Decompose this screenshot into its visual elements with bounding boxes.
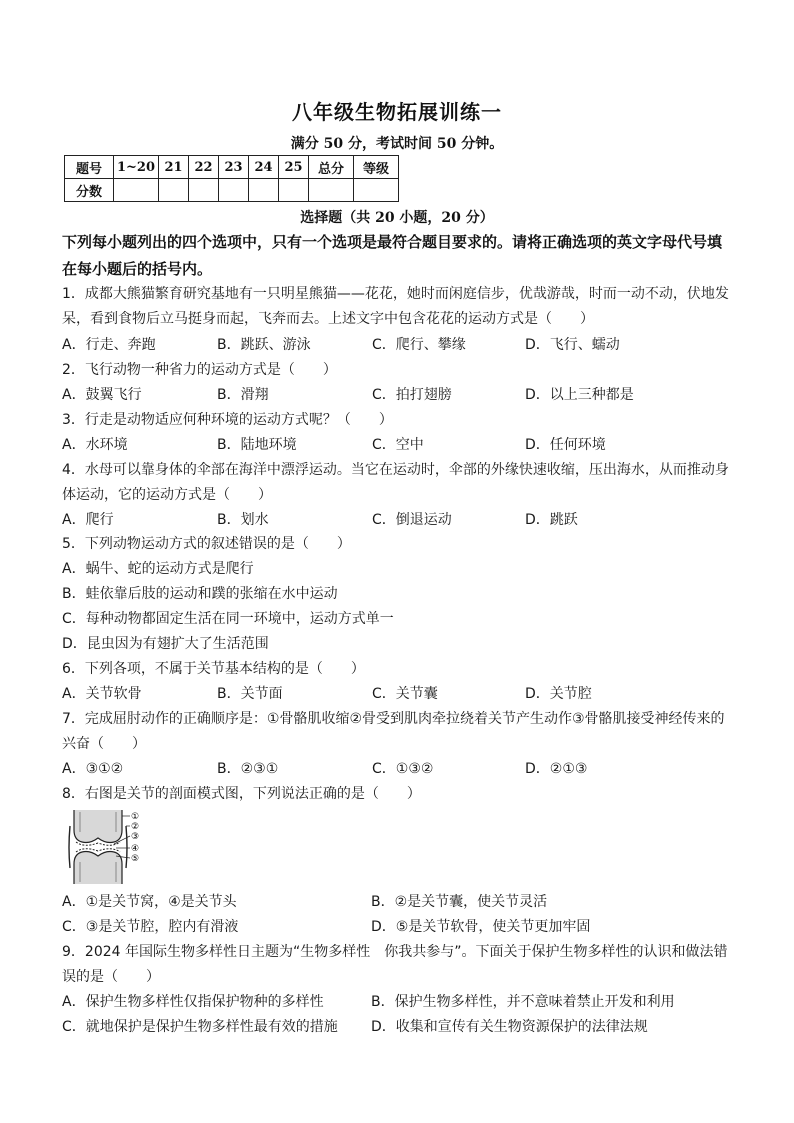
score-input-cell[interactable] xyxy=(159,179,189,202)
q2-option-b[interactable]: B．滑翔 xyxy=(217,387,269,403)
figure-label-3: ③ xyxy=(131,832,140,842)
lower-bone xyxy=(74,852,122,885)
score-cell: 题号 xyxy=(65,156,114,179)
score-input-cell[interactable] xyxy=(219,179,249,202)
question-4-line-2: 体运动，它的运动方式是（ ） xyxy=(62,487,272,503)
question-9-line-1: 9．2024 年国际生物多样性日主题为“生物多样性 你我共参与”。下面关于保护生物多样性的认识和做法错 xyxy=(62,944,728,960)
score-table-header-row xyxy=(65,156,399,179)
question-6-line-1: 6．下列各项，不属于关节基本结构的是（ ） xyxy=(62,661,365,677)
q4-option-d[interactable]: D．跳跃 xyxy=(525,512,578,528)
q3-option-b[interactable]: B．陆地环境 xyxy=(217,437,297,453)
q5-option-d[interactable]: D．昆虫因为有翅扩大了生活范围 xyxy=(62,636,269,652)
q9-option-c[interactable]: C．就地保护是保护生物多样性最有效的措施 xyxy=(62,1019,338,1035)
q7-option-c[interactable]: C．①③② xyxy=(372,761,434,777)
q5-option-b[interactable]: B．蛙依靠后肢的运动和蹼的张缩在水中运动 xyxy=(62,586,338,602)
q7-option-b[interactable]: B．②③① xyxy=(217,761,279,777)
page-title: 八年级生物拓展训练一 xyxy=(292,100,502,124)
score-input-cell[interactable] xyxy=(279,179,309,202)
q6-option-d[interactable]: D．关节腔 xyxy=(525,686,592,702)
figure-label-5: ⑤ xyxy=(131,854,140,864)
question-1-line-1: 1．成都大熊猫繁育研究基地有一只明星熊猫——花花，她时而闲庭信步，优哉游哉，时而一动不动，伏地发 xyxy=(62,286,729,302)
score-input-cell[interactable] xyxy=(249,179,279,202)
score-cell: 22 xyxy=(189,156,219,179)
score-table xyxy=(64,155,399,202)
q3-option-c[interactable]: C．空中 xyxy=(372,437,424,453)
score-input-cell[interactable] xyxy=(114,179,159,202)
score-cell: 23 xyxy=(219,156,249,179)
exam-info: 满分 50 分，考试时间 50 分钟。 xyxy=(290,136,504,152)
q2-option-d[interactable]: D．以上三种都是 xyxy=(525,387,634,403)
q1-option-b[interactable]: B．跳跃、游泳 xyxy=(217,337,311,353)
q3-option-d[interactable]: D．任何环境 xyxy=(525,437,606,453)
score-input-cell[interactable] xyxy=(354,179,399,202)
q4-option-a[interactable]: A．爬行 xyxy=(62,512,114,528)
section-title: 选择题（共 20 小题，20 分） xyxy=(300,210,494,226)
q6-option-b[interactable]: B．关节面 xyxy=(217,686,283,702)
q4-option-b[interactable]: B．划水 xyxy=(217,512,269,528)
figure-label-1: ① xyxy=(131,812,140,822)
q1-option-c[interactable]: C．爬行、攀缘 xyxy=(372,337,466,353)
question-2-line-1: 2．飞行动物一种省力的运动方式是（ ） xyxy=(62,362,337,378)
joint-diagram xyxy=(64,808,140,886)
q6-option-a[interactable]: A．关节软骨 xyxy=(62,686,142,702)
instructions: 下列每小题列出的四个选项中，只有一个选项是最符合题目要求的。请将正确选项的英文字母代号填在每小题后的括号内。 xyxy=(62,233,723,278)
score-cell: 1~20 xyxy=(114,156,159,179)
score-cell: 25 xyxy=(279,156,309,179)
q8-option-c[interactable]: C．③是关节腔，腔内有滑液 xyxy=(62,919,239,935)
question-1-line-2: 呆，看到食物后立马挺身而起，飞奔而去。上述文字中包含花花的运动方式是（ ） xyxy=(62,311,594,327)
figure-label-4: ④ xyxy=(131,844,140,854)
question-7-line-2: 兴奋（ ） xyxy=(62,736,146,752)
question-9-line-2: 误的是（ ） xyxy=(62,969,160,985)
q6-option-c[interactable]: C．关节囊 xyxy=(372,686,438,702)
q7-option-a[interactable]: A．③①② xyxy=(62,761,124,777)
question-7-line-1: 7．完成屈肘动作的正确顺序是：①骨骼肌收缩②骨受到肌肉牵拉绕着关节产生动作③骨骼肌接受神经传来的 xyxy=(62,711,725,727)
score-input-cell[interactable] xyxy=(309,179,354,202)
q8-option-d[interactable]: D．⑤是关节软骨，使关节更加牢固 xyxy=(371,919,591,935)
question-5-line-1: 5．下列动物运动方式的叙述错误的是（ ） xyxy=(62,536,351,552)
score-cell: 21 xyxy=(159,156,189,179)
q5-option-a[interactable]: A．蜗牛、蛇的运动方式是爬行 xyxy=(62,561,254,577)
q8-option-a[interactable]: A．①是关节窝，④是关节头 xyxy=(62,894,237,910)
q3-option-a[interactable]: A．水环境 xyxy=(62,437,128,453)
q8-option-b[interactable]: B．②是关节囊，使关节灵活 xyxy=(371,894,548,910)
score-cell: 总分 xyxy=(309,156,354,179)
question-8-line-1: 8．右图是关节的剖面模式图，下列说法正确的是（ ） xyxy=(62,786,421,802)
q9-option-b[interactable]: B．保护生物多样性，并不意味着禁止开发和利用 xyxy=(371,994,675,1010)
score-row-label: 分数 xyxy=(65,179,114,202)
q1-option-d[interactable]: D．飞行、蠕动 xyxy=(525,337,620,353)
q4-option-c[interactable]: C．倒退运动 xyxy=(372,512,452,528)
q2-option-c[interactable]: C．拍打翅膀 xyxy=(372,387,452,403)
score-cell: 等级 xyxy=(354,156,399,179)
score-cell: 24 xyxy=(249,156,279,179)
q9-option-d[interactable]: D．收集和宣传有关生物资源保护的法律法规 xyxy=(371,1019,648,1035)
question-4-line-1: 4．水母可以靠身体的伞部在海洋中漂浮运动。当它在运动时，伞部的外缘快速收缩，压出海水，从而推动身 xyxy=(62,462,729,478)
score-table-row xyxy=(65,179,399,202)
q9-option-a[interactable]: A．保护生物多样性仅指保护物种的多样性 xyxy=(62,994,324,1010)
score-input-cell[interactable] xyxy=(189,179,219,202)
q5-option-c[interactable]: C．每种动物都固定生活在同一环境中，运动方式单一 xyxy=(62,611,394,627)
upper-bone xyxy=(74,810,122,843)
q1-option-a[interactable]: A．行走、奔跑 xyxy=(62,337,156,353)
question-3-line-1: 3．行走是动物适应何种环境的运动方式呢？（ ） xyxy=(62,412,393,428)
figure-label-2: ② xyxy=(131,822,140,832)
q2-option-a[interactable]: A．鼓翼飞行 xyxy=(62,387,142,403)
q7-option-d[interactable]: D．②①③ xyxy=(525,761,588,777)
